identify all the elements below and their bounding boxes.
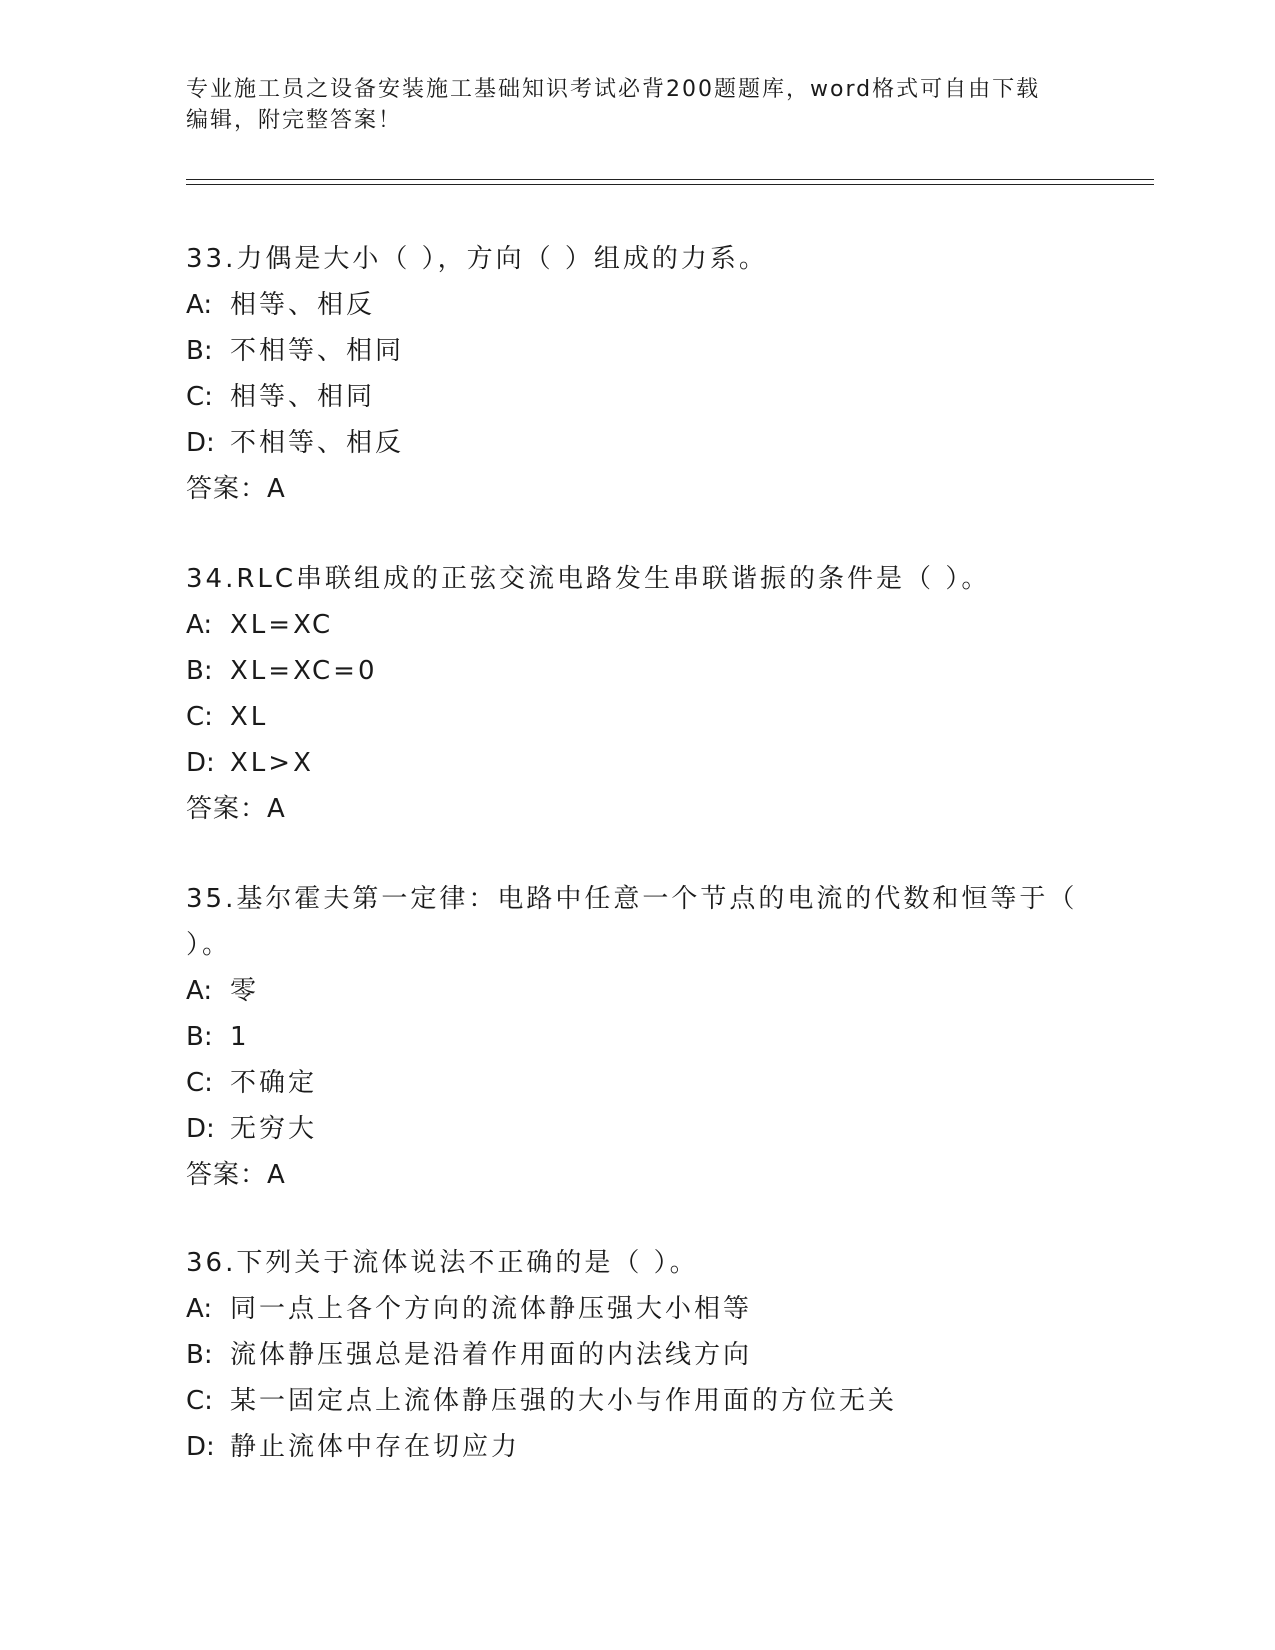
option-a	[186, 968, 1086, 1014]
option-key: C:	[186, 1386, 213, 1416]
question-34	[186, 556, 1086, 832]
option-key: B:	[186, 1022, 213, 1052]
option-key: B:	[186, 656, 213, 686]
option-text: 相等、相反	[230, 290, 376, 320]
header-divider-top	[186, 179, 1154, 180]
option-d	[186, 420, 1086, 466]
header-divider-bottom	[186, 184, 1154, 185]
option-key: C:	[186, 702, 213, 732]
option-text: 1	[230, 1022, 250, 1052]
option-d	[186, 1106, 1086, 1152]
option-key: A:	[186, 290, 213, 320]
option-text: 零	[230, 976, 260, 1006]
option-d	[186, 1424, 1086, 1470]
option-text: 不确定	[230, 1068, 318, 1098]
option-text: 静止流体中存在切应力	[230, 1432, 521, 1462]
option-text: 不相等、相反	[230, 428, 405, 458]
option-c	[186, 694, 1086, 740]
option-key: D:	[186, 1114, 215, 1144]
option-text: XL=XC=0	[230, 656, 378, 686]
option-text: 无穷大	[230, 1114, 318, 1144]
question-stem: 34.RLC串联组成的正弦交流电路发生串联谐振的条件是（ ）。	[186, 564, 991, 594]
option-a	[186, 1286, 1086, 1332]
option-text: XL>X	[230, 748, 314, 778]
option-text: 相等、相同	[230, 382, 376, 412]
option-c	[186, 374, 1086, 420]
option-b	[186, 1014, 1086, 1060]
question-stem-line-2: ）。	[186, 930, 232, 960]
question-33	[186, 236, 1086, 512]
question-stem: 36.下列关于流体说法不正确的是（ ）。	[186, 1248, 699, 1278]
header-line-1: 专业施工员之设备安装施工基础知识考试必背200题题库，word格式可自由下载	[186, 77, 1041, 102]
option-text: 某一固定点上流体静压强的大小与作用面的方位无关	[230, 1386, 898, 1416]
answer-line: 答案：A	[186, 1160, 286, 1190]
option-text: 流体静压强总是沿着作用面的内法线方向	[230, 1340, 753, 1370]
option-key: A:	[186, 610, 213, 640]
option-b	[186, 328, 1086, 374]
answer-line: 答案：A	[186, 474, 286, 504]
question-stem: 33.力偶是大小（ ），方向（ ）组成的力系。	[186, 244, 768, 274]
option-key: D:	[186, 428, 215, 458]
document-header	[186, 74, 1066, 136]
option-b	[186, 1332, 1086, 1378]
option-text: 不相等、相同	[230, 336, 405, 366]
option-key: C:	[186, 1068, 213, 1098]
option-b	[186, 648, 1086, 694]
option-c	[186, 1378, 1086, 1424]
option-a	[186, 602, 1086, 648]
option-key: A:	[186, 1294, 213, 1324]
option-text: XL=XC	[230, 610, 334, 640]
answer-line: 答案：A	[186, 794, 286, 824]
option-text: XL	[230, 702, 269, 732]
question-35	[186, 876, 1086, 1198]
option-text: 同一点上各个方向的流体静压强大小相等	[230, 1294, 753, 1324]
option-d	[186, 740, 1086, 786]
option-key: B:	[186, 336, 213, 366]
option-a	[186, 282, 1086, 328]
header-line-2: 编辑，附完整答案！	[186, 108, 403, 133]
question-stem-line-1: 35.基尔霍夫第一定律：电路中任意一个节点的电流的代数和恒等于（	[186, 884, 1078, 914]
option-key: D:	[186, 748, 215, 778]
option-key: D:	[186, 1432, 215, 1462]
option-key: C:	[186, 382, 213, 412]
question-36	[186, 1240, 1086, 1470]
option-key: B:	[186, 1340, 213, 1370]
option-key: A:	[186, 976, 213, 1006]
option-c	[186, 1060, 1086, 1106]
